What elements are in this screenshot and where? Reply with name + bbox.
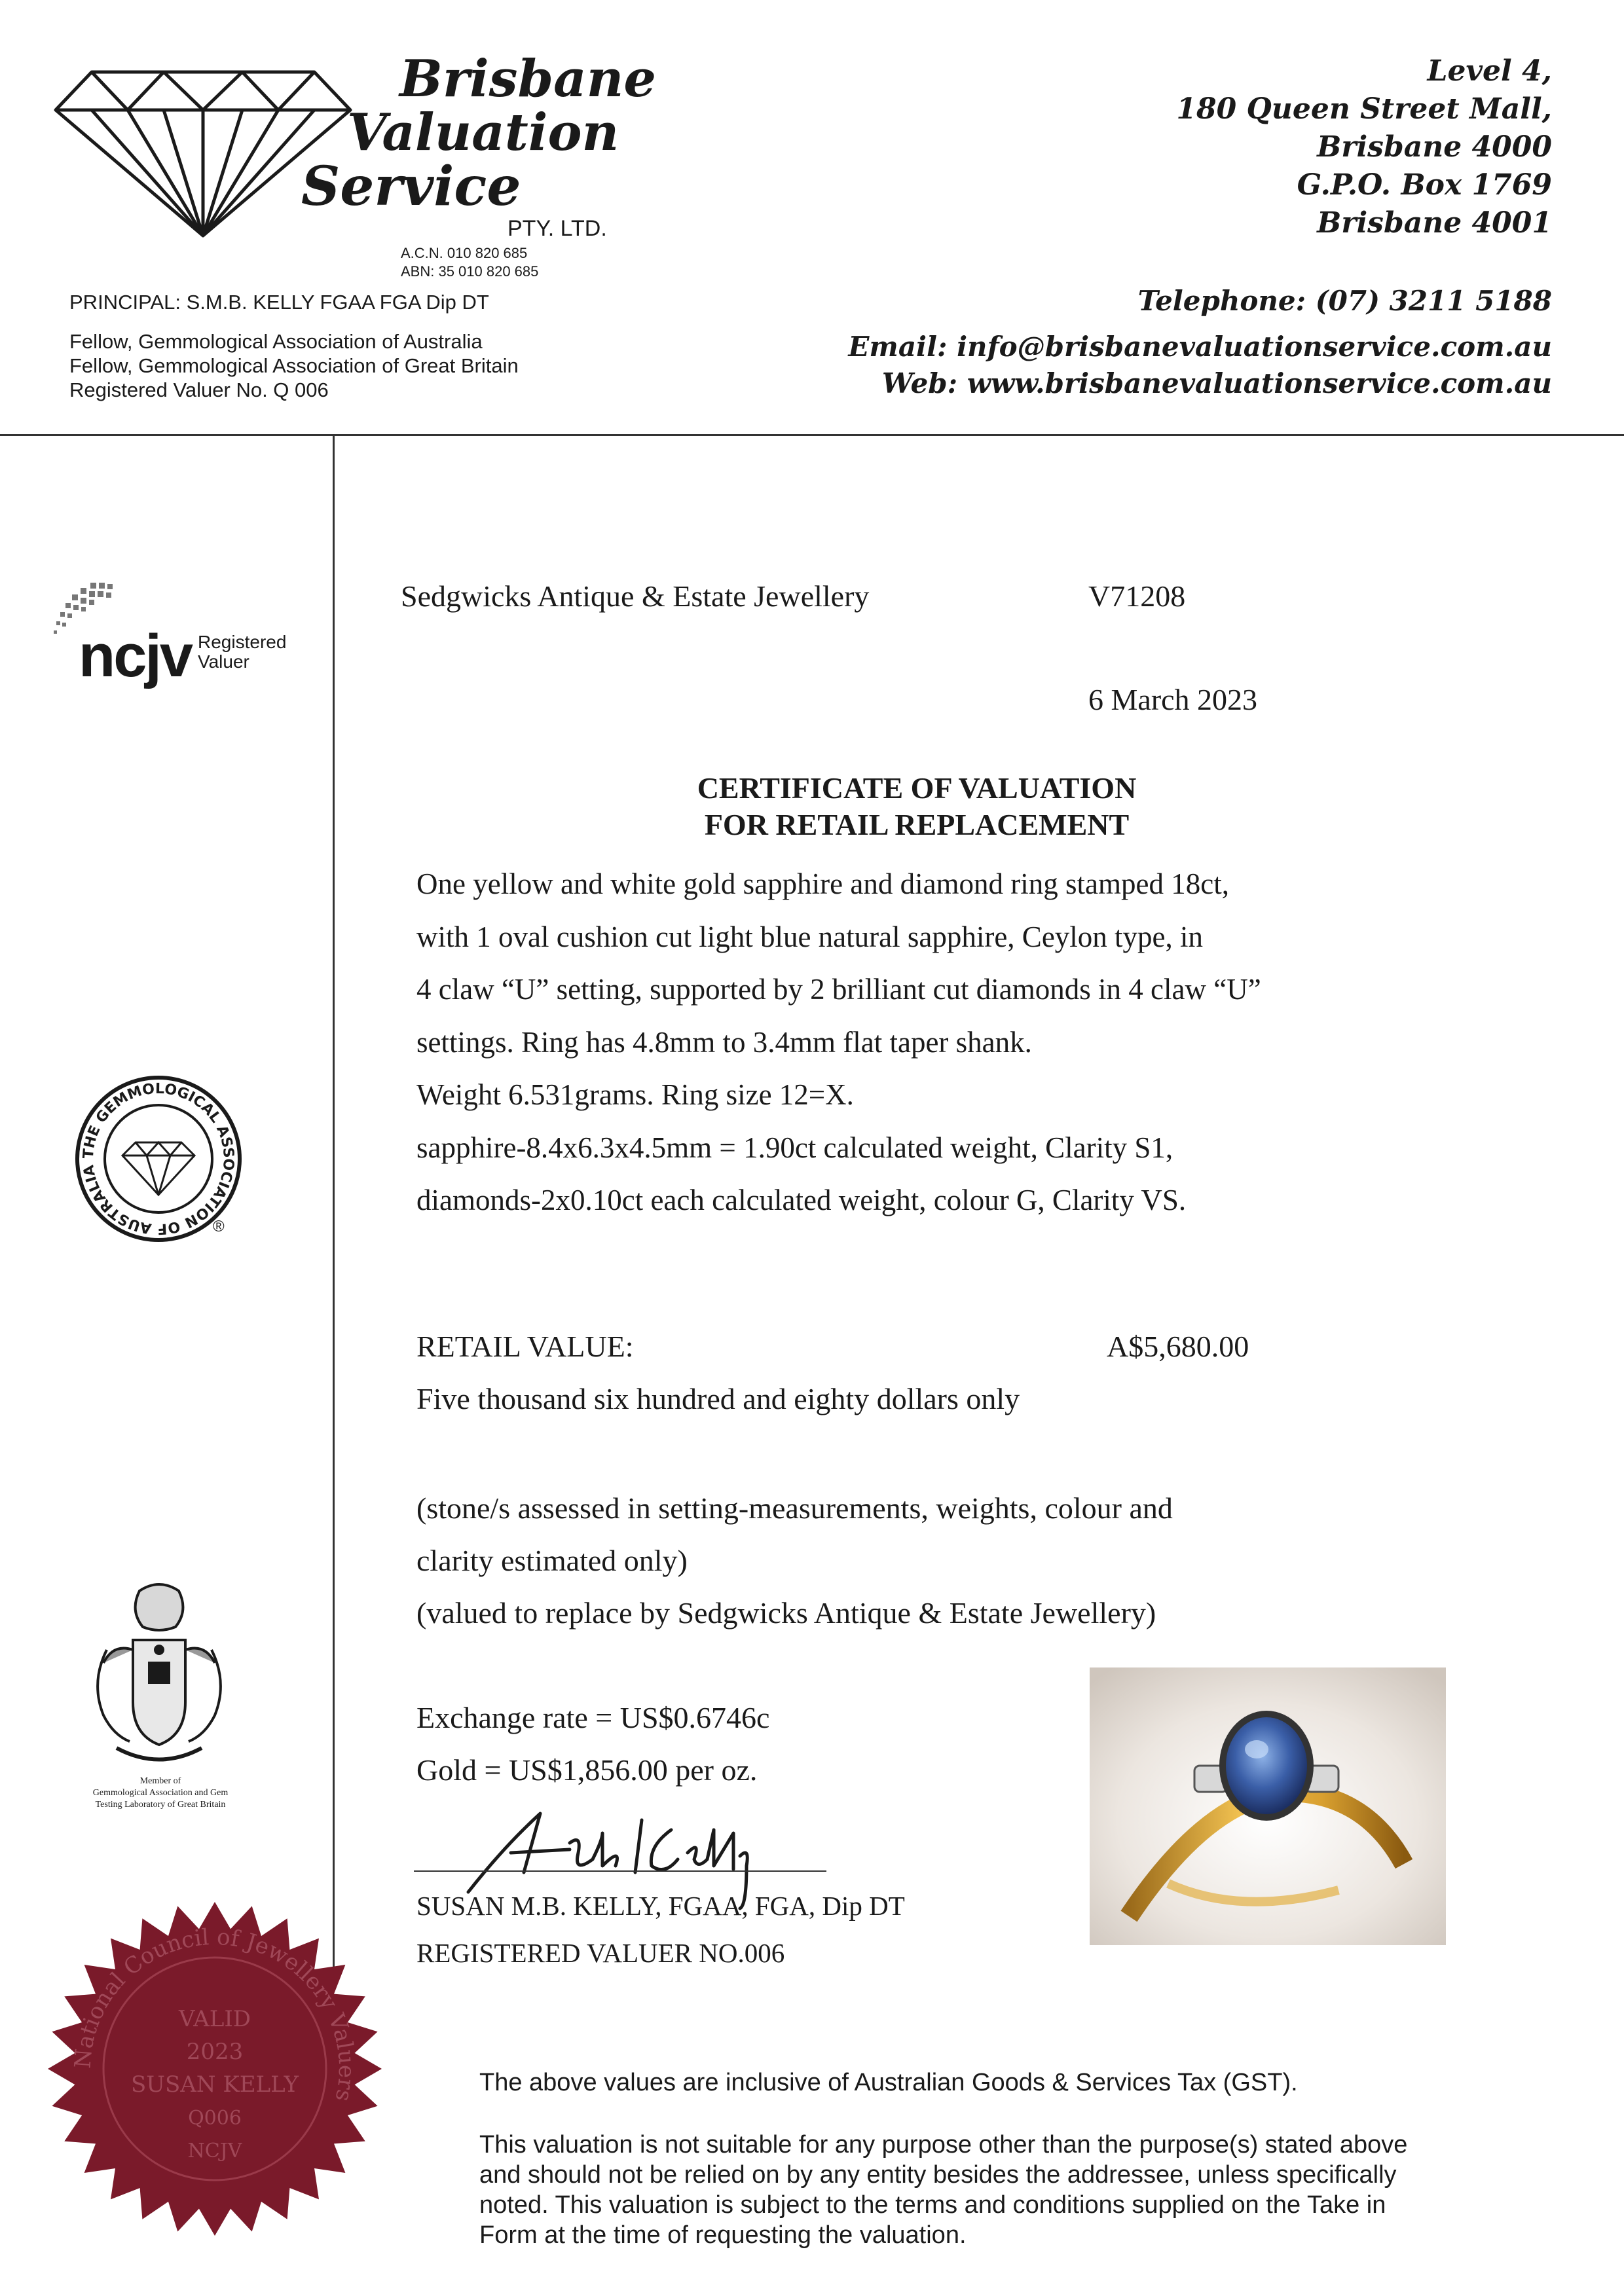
address-line: G.P.O. Box 1769 bbox=[1297, 168, 1552, 202]
signature-line bbox=[414, 1870, 826, 1872]
ncjv-logo: ncjv bbox=[79, 623, 192, 689]
ncjv-subtitle-line: Valuer bbox=[198, 651, 249, 672]
retail-value-label: RETAIL VALUE: bbox=[416, 1330, 634, 1363]
header-divider bbox=[0, 434, 1624, 436]
ncjv-subtitle-line: Registered bbox=[198, 632, 287, 652]
retail-value-amount: A$5,680.00 bbox=[1107, 1330, 1249, 1363]
company-name-line-2: Valuation bbox=[347, 103, 619, 162]
contact-block bbox=[848, 283, 1552, 402]
disclaimer-line: noted. This valuation is subject to the terms and conditions supplied on the Take in bbox=[479, 2191, 1386, 2219]
company-name-line-3: Service bbox=[301, 155, 521, 218]
gaa-seal-text: THE GEMMOLOGICAL ASSOCIATION OF AUSTRALIA bbox=[80, 1080, 237, 1237]
address-line: Level 4, bbox=[1427, 54, 1552, 88]
retail-value-words: Five thousand six hundred and eighty dollars only bbox=[416, 1382, 1020, 1415]
email-link[interactable]: Email: info@brisbanevaluationservice.com.au bbox=[848, 331, 1552, 363]
postal-address bbox=[1176, 52, 1552, 242]
disclaimer bbox=[479, 2130, 1566, 2250]
disclaimer-line: and should not be relied on by any entity besides the addressee, unless specifically bbox=[479, 2161, 1397, 2189]
principal-line: PRINCIPAL: S.M.B. KELLY FGAA FGA Dip DT bbox=[69, 291, 489, 314]
sidebar-divider bbox=[333, 436, 335, 1975]
crest-caption-line: Gemmological Association and Gem bbox=[92, 1788, 229, 1798]
acn-number: A.C.N. 010 820 685 bbox=[401, 245, 528, 261]
address-line: Brisbane 4000 bbox=[1317, 130, 1552, 164]
title-line-2: FOR RETAIL REPLACEMENT bbox=[704, 808, 1130, 841]
address-line: Brisbane 4001 bbox=[1317, 206, 1552, 240]
wax-seal-text: Q006 bbox=[188, 2107, 242, 2130]
coat-of-arms-icon bbox=[77, 1578, 241, 1774]
company-name-line-1: Brisbane bbox=[399, 49, 656, 109]
company-numbers bbox=[401, 244, 538, 281]
description-line: One yellow and white gold sapphire and diamond ring stamped 18ct, bbox=[416, 867, 1229, 900]
signer-block bbox=[416, 1882, 905, 1977]
gold-price: Gold = US$1,856.00 per oz. bbox=[416, 1753, 758, 1787]
company-name bbox=[288, 49, 656, 218]
gst-note: The above values are inclusive of Australian Goods & Services Tax (GST). bbox=[479, 2069, 1298, 2096]
description-line: diamonds-2x0.10ct each calculated weight, colour G, Clarity VS. bbox=[416, 1184, 1187, 1216]
disclaimer-line: This valuation is not suitable for any purpose other than the purpose(s) stated above bbox=[479, 2131, 1408, 2159]
note-line: (stone/s assessed in setting-measurements, weights, colour and bbox=[416, 1491, 1173, 1525]
abn-number: ABN: 35 010 820 685 bbox=[401, 263, 539, 280]
ring-photo bbox=[1090, 1667, 1446, 1945]
credentials-block bbox=[69, 329, 519, 402]
wax-seal-text: SUSAN KELLY bbox=[131, 2071, 299, 2098]
wax-seal-text: VALID bbox=[178, 2006, 251, 2032]
registered-trademark-symbol: ® bbox=[213, 1218, 225, 1235]
address-line: 180 Queen Street Mall, bbox=[1176, 92, 1552, 126]
telephone-line: Telephone: (07) 3211 5188 bbox=[1137, 285, 1552, 317]
item-description bbox=[416, 858, 1438, 1227]
credential-line: Registered Valuer No. Q 006 bbox=[69, 378, 329, 401]
rates-block bbox=[416, 1692, 769, 1796]
crest-caption-line: Member of bbox=[139, 1776, 181, 1786]
wax-seal-text: NCJV bbox=[187, 2140, 242, 2162]
signer-title: REGISTERED VALUER NO.006 bbox=[416, 1938, 785, 1968]
wax-seal-ring-text: National Council of Jewellery Valuers bbox=[69, 1923, 360, 2104]
ncjv-subtitle bbox=[198, 632, 286, 672]
crest-caption bbox=[59, 1776, 262, 1811]
credential-line: Fellow, Gemmological Association of Australia bbox=[69, 330, 483, 353]
note-line: clarity estimated only) bbox=[416, 1544, 688, 1577]
valuation-date: 6 March 2023 bbox=[1088, 683, 1258, 716]
website-link[interactable]: Web: www.brisbanevaluationservice.com.au bbox=[881, 367, 1552, 399]
description-line: with 1 oval cushion cut light blue natural sapphire, Ceylon type, in bbox=[416, 920, 1204, 953]
description-line: Weight 6.531grams. Ring size 12=X. bbox=[416, 1078, 854, 1111]
assessment-notes bbox=[416, 1482, 1173, 1639]
wax-seal-icon bbox=[45, 1895, 385, 2242]
title-line-1: CERTIFICATE OF VALUATION bbox=[697, 771, 1137, 805]
reference-number: V71208 bbox=[1088, 579, 1186, 613]
crest-caption-line: Testing Laboratory of Great Britain bbox=[95, 1800, 226, 1810]
signer-name: SUSAN M.B. KELLY, FGAA, FGA, Dip DT bbox=[416, 1891, 905, 1921]
credential-line: Fellow, Gemmological Association of Great Britain bbox=[69, 354, 519, 377]
description-line: 4 claw “U” setting, supported by 2 brilliant cut diamonds in 4 claw “U” bbox=[416, 973, 1261, 1006]
disclaimer-line: Form at the time of requesting the valuation. bbox=[479, 2221, 967, 2249]
client-name: Sedgwicks Antique & Estate Jewellery bbox=[401, 579, 870, 613]
description-line: settings. Ring has 4.8mm to 3.4mm flat taper shank. bbox=[416, 1025, 1032, 1059]
pty-ltd-label: PTY. LTD. bbox=[507, 216, 607, 241]
wax-seal-text: 2023 bbox=[186, 2039, 244, 2065]
note-line: (valued to replace by Sedgwicks Antique & Estate Jewellery) bbox=[416, 1596, 1156, 1630]
certificate-title bbox=[498, 770, 1336, 843]
exchange-rate: Exchange rate = US$0.6746c bbox=[416, 1701, 770, 1734]
description-line: sapphire-8.4x6.3x4.5mm = 1.90ct calculated weight, Clarity S1, bbox=[416, 1131, 1173, 1164]
